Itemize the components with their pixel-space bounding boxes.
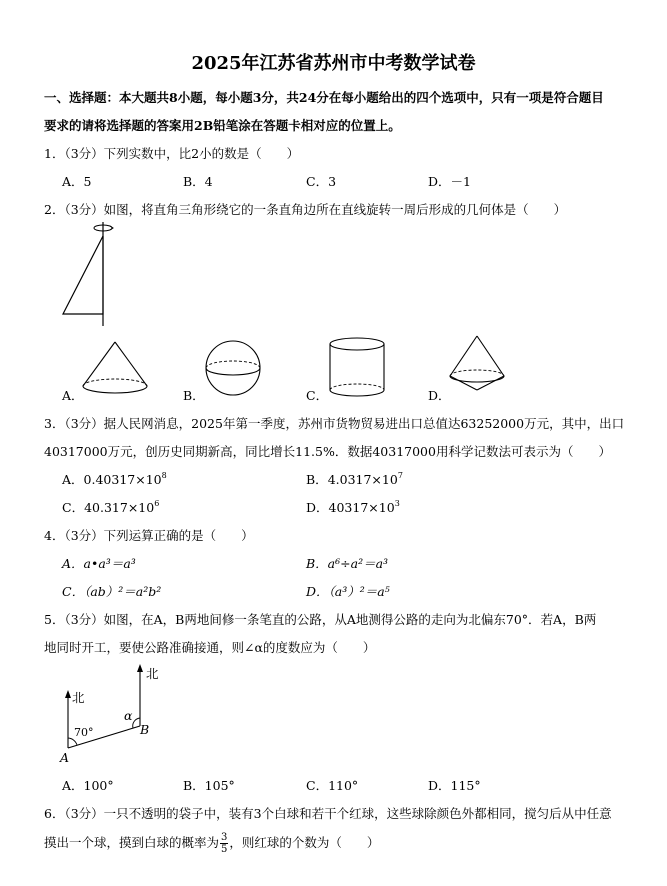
sphere-figure: [202, 340, 264, 398]
question-3-option-b: B．$4.0317\times 10^7$: [306, 471, 403, 487]
point-a-label: A: [60, 750, 70, 765]
question-6-stem-line1: 6．（3分）一只不透明的袋子中，装有3个白球和若干个红球，这些球除颜色外都相同，搅匀后从中任意: [44, 806, 612, 821]
section-heading-line1: 一、选择题：本大题共8小题，每小题3分，共24分在每小题给出的四个选项中，只有一项是符合题目: [44, 90, 604, 105]
question-3-option-a: A．$0.40317\times 10^8$: [62, 471, 167, 487]
question-4-option-b: B．a⁶÷a²＝a³: [306, 556, 389, 571]
angle-70-label: 70°: [74, 726, 94, 739]
cylinder-figure: [326, 336, 388, 400]
triangle-rotation-figure: [55, 218, 115, 330]
question-2-option-a: A．: [62, 388, 84, 403]
question-3-option-d: D．$40317\times 10^3$: [306, 499, 400, 515]
point-b-label: B: [140, 722, 150, 737]
north-label-left: 北: [72, 690, 85, 705]
alpha-label: α: [124, 708, 133, 723]
page-title: 2025年江苏省苏州市中考数学试卷: [191, 53, 476, 74]
double-cone-figure: [446, 334, 508, 394]
question-3-option-c: C．$40.317\times 10^6$: [62, 499, 160, 515]
section-heading-line2: 要求的请将选择题的答案用2B铅笔涂在答题卡相对应的位置上。: [44, 118, 401, 133]
question-5-stem-line2: 地同时开工，要使公路准确接通，则∠α的度数应为（ ）: [44, 640, 376, 655]
question-5-option-a: A．100°: [62, 778, 114, 793]
question-3-stem-line1: 3．（3分）据人民网消息，2025年第一季度，苏州市货物贸易进出口总值达63252000万元，其中，出口: [44, 416, 625, 431]
question-5-option-d: D．115°: [428, 778, 481, 793]
question-4-option-c: C．（ab）²＝a²b²: [62, 584, 162, 599]
question-1-option-b: B．4: [183, 174, 213, 189]
question-5-option-b: B．105°: [183, 778, 235, 793]
question-4-option-d: D．（a³）²＝a⁵: [306, 584, 390, 599]
question-4-stem: 4．（3分）下列运算正确的是（ ）: [44, 528, 254, 543]
north-label-right: 北: [146, 666, 159, 681]
probability-fraction: $\frac{3}{5}$: [221, 832, 228, 855]
question-5-stem-line1: 5．（3分）如图，在A，B两地间修一条笔直的公路，从A地测得公路的走向为北偏东70°．若A，B两: [44, 612, 597, 627]
question-2-option-d: D．: [428, 388, 451, 403]
question-5-option-c: C．110°: [306, 778, 359, 793]
question-1-option-c: C．3: [306, 174, 337, 189]
cone-figure: [80, 340, 150, 398]
question-4-option-a: A．a•a³＝a³: [62, 556, 136, 571]
question-1-option-a: A．5: [62, 174, 92, 189]
question-2-stem: 2．（3分）如图，将直角三角形绕它的一条直角边所在直线旋转一周后形成的几何体是（ ）: [44, 202, 567, 217]
question-6-stem-line2: 摸出一个球，摸到白球的概率为 $\frac{3}{5}$ ，则红球的个数为（ ）: [44, 832, 380, 855]
question-1-option-d: D．－1: [428, 174, 471, 189]
question-1-stem: 1．（3分）下列实数中，比2小的数是（ ）: [44, 146, 300, 161]
question-2-option-c: C．: [306, 388, 329, 403]
question-2-option-b: B．: [183, 388, 205, 403]
question-3-stem-line2: 40317000万元，创历史同期新高，同比增长11.5%．数据40317000用科学记数法可表示为（ ）: [44, 444, 611, 459]
